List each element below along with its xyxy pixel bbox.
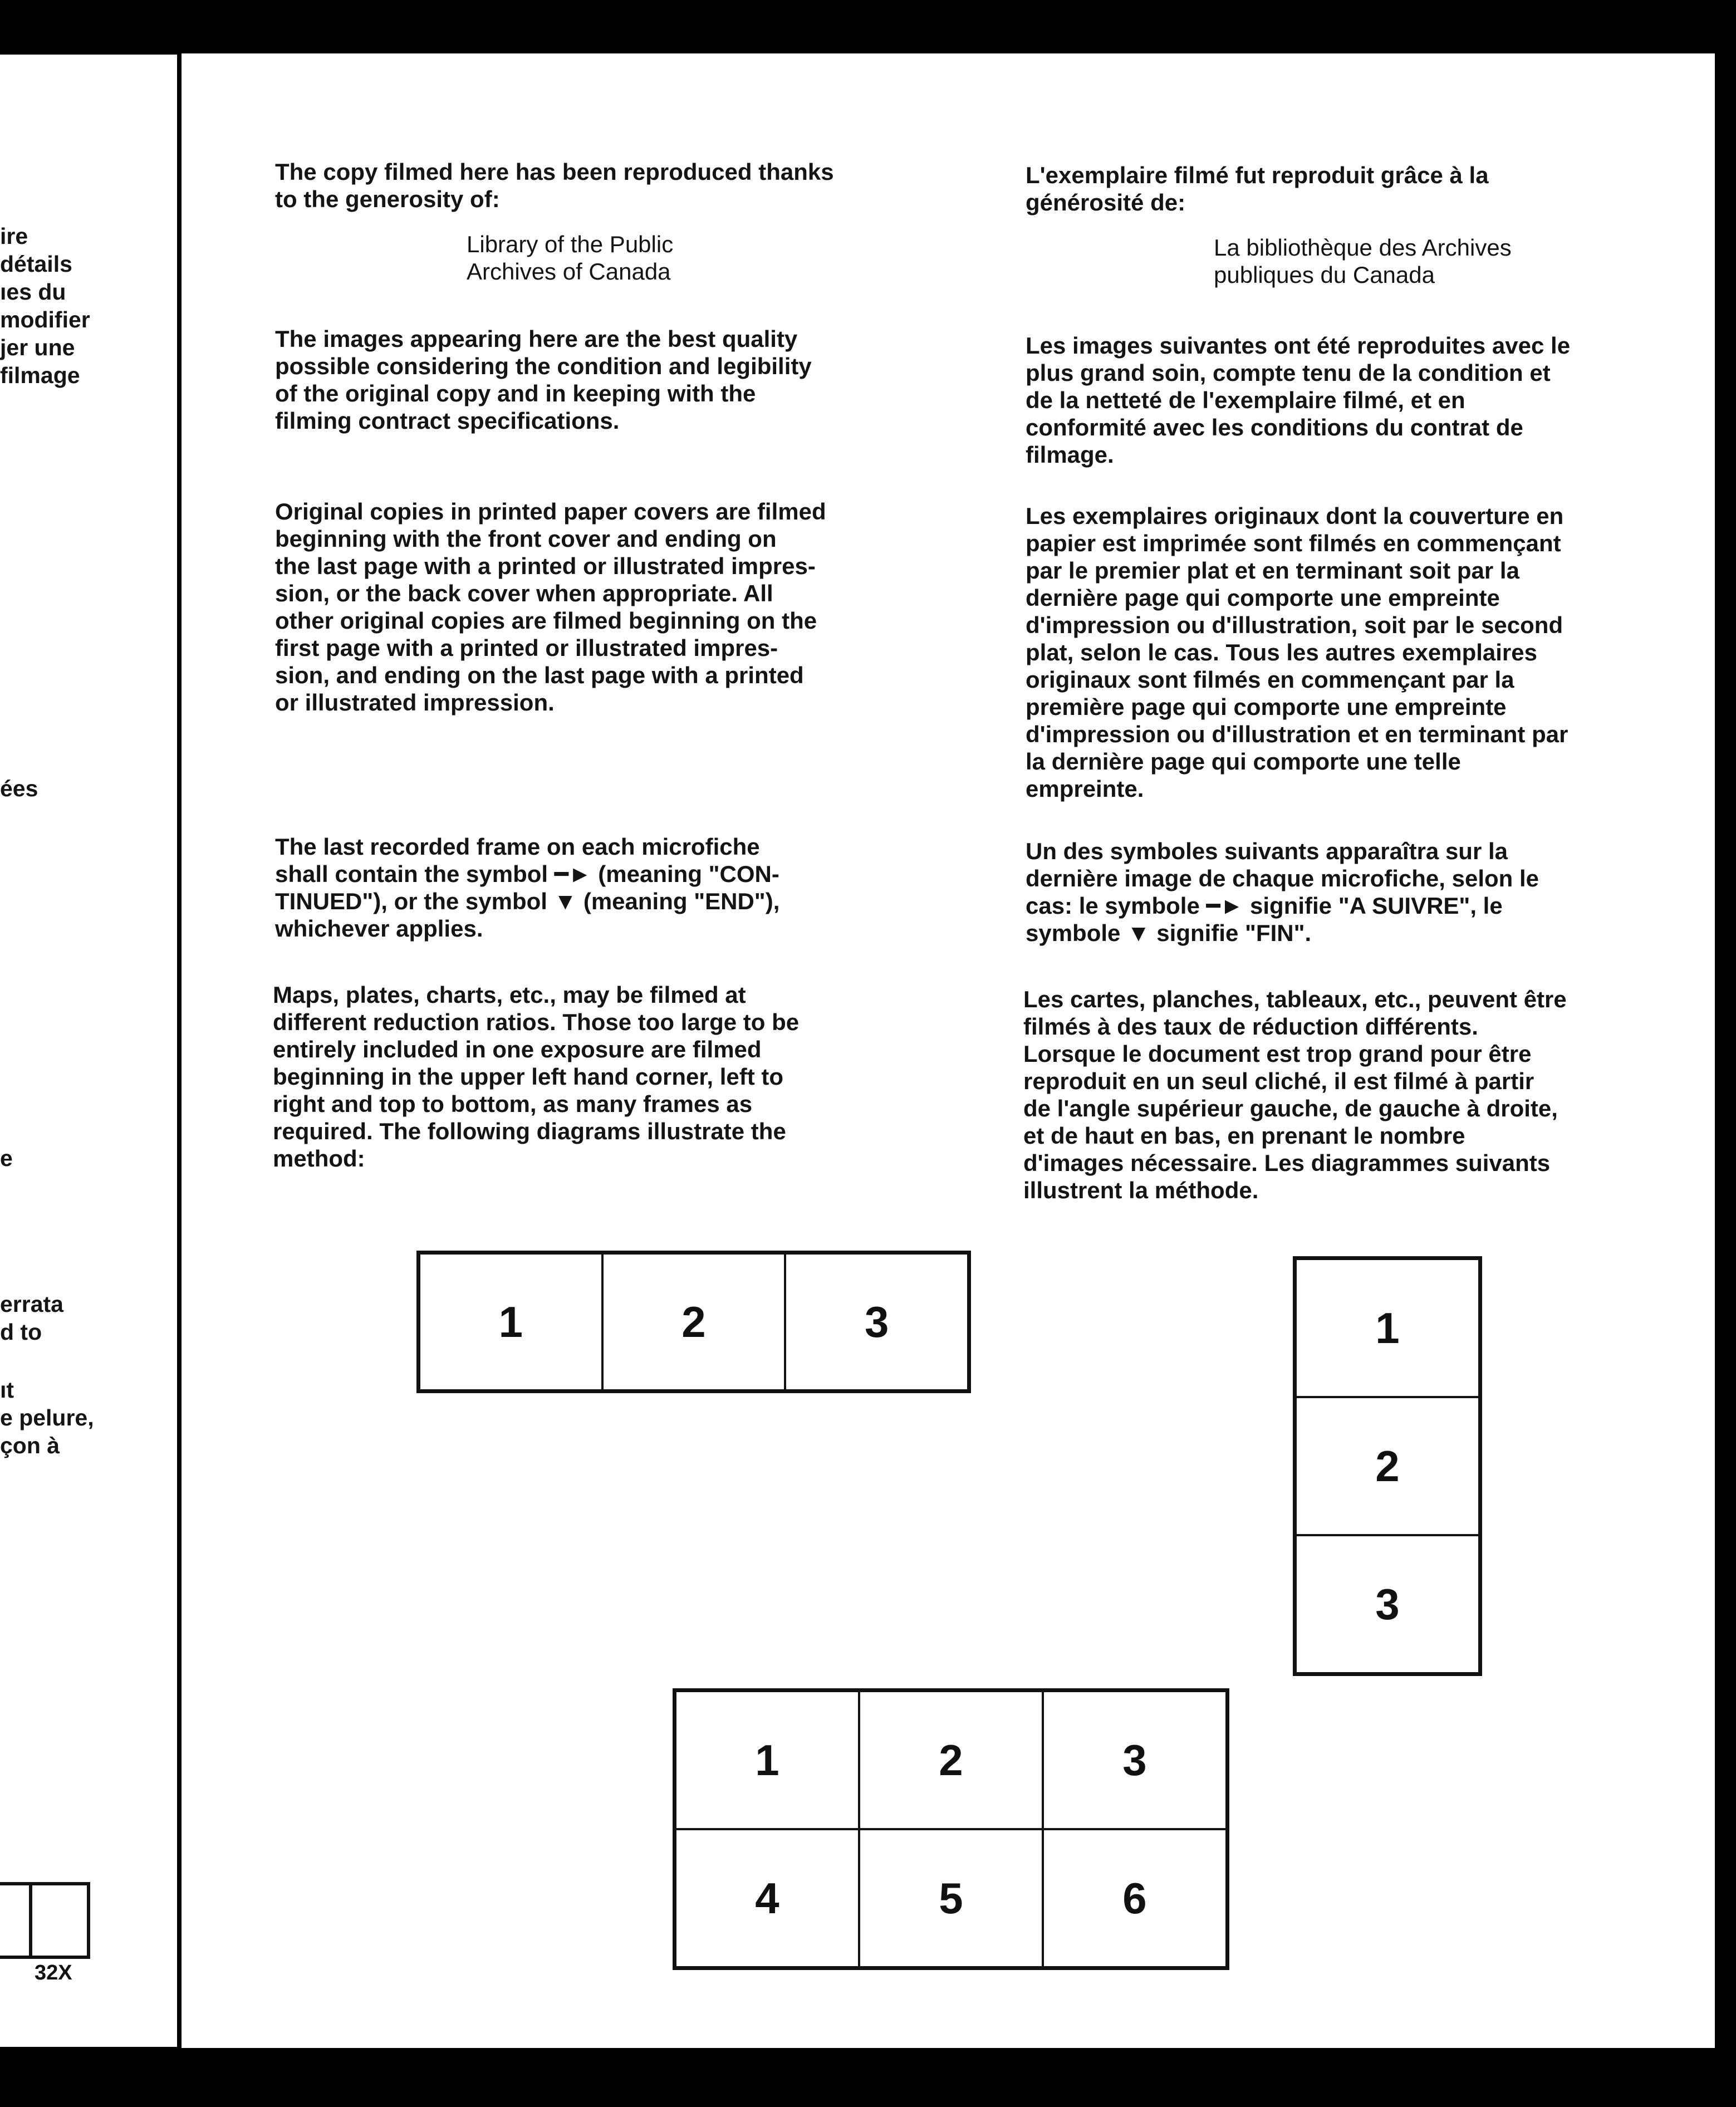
english-quality-paragraph: The images appearing here are the best quality possible considering the condition and legibility of the original copy and in keeping with the filming contract specifications. bbox=[275, 326, 812, 434]
french-maps-paragraph: Les cartes, planches, tableaux, etc., peuvent être filmés à des taux de réduction différents. Lorsque le document est trop grand pour être reproduit en un seul cliché, il est filmé à partir de l'angle supérieur gauche, de gauche à droite, et de haut en bas, en prenant le nombre d'images nécessaire. Les diagrammes suivants illustrent la méthode. bbox=[1023, 986, 1567, 1203]
vertical-frame-diagram bbox=[1293, 1256, 1482, 1676]
strip-fragment: çon à bbox=[0, 1433, 60, 1458]
english-maps-paragraph: Maps, plates, charts, etc., may be filmed at different reduction ratios. Those too large to be entirely included in one exposure are filmed beginning in the upper left hand corner, left to right and top to bottom, as many frames as required. The following diagrams illustrate the method: bbox=[273, 982, 800, 1172]
frame-cell: 1 bbox=[419, 1253, 602, 1390]
frame-cell: 2 bbox=[602, 1253, 786, 1390]
strip-fragment: ées bbox=[0, 776, 38, 801]
english-symbols-paragraph: The last recorded frame on each microfiche shall contain the symbol ━► (meaning "CON- TINUED"), or the symbol ▼ (meaning "END"), whichever applies. bbox=[275, 834, 780, 942]
strip-fragment: jer une bbox=[0, 335, 75, 360]
grid-frame-diagram bbox=[673, 1688, 1229, 1970]
strip-fragment: e pelure, bbox=[0, 1405, 94, 1430]
strip-fragment: détails bbox=[0, 251, 72, 277]
frame-cell: 2 bbox=[859, 1691, 1043, 1829]
strip-fragment: ıes du bbox=[0, 279, 66, 305]
frame-cell: 5 bbox=[859, 1829, 1043, 1967]
strip-fragment: d to bbox=[0, 1319, 42, 1345]
french-symbols-paragraph: Un des symboles suivants apparaîtra sur la dernière image de chaque microfiche, selon le cas: le symbole ━► signifie "A SUIVRE", le symbole ▼ signifie "FIN". bbox=[1026, 838, 1539, 946]
english-originals-paragraph: Original copies in printed paper covers are filmed beginning with the front cover and ending on the last page with a printed or illustrated impres- sion, or the back cover when appropriate. All other original copies are filmed beginning on the first page with a printed or illustrated impres- sion, and ending on the last page with a printed or illustrated impression. bbox=[275, 498, 826, 716]
strip-fragment: modifier bbox=[0, 307, 90, 332]
strip-fragment: ıt bbox=[0, 1377, 14, 1403]
french-credit-intro: L'exemplaire filmé fut reproduit grâce à la générosité de: bbox=[1026, 162, 1489, 215]
frame-cell: 3 bbox=[1043, 1691, 1227, 1829]
french-credit-name: La bibliothèque des Archives publiques du Canada bbox=[1214, 234, 1512, 288]
frame-cell: 2 bbox=[1296, 1397, 1479, 1535]
french-quality-paragraph: Les images suivantes ont été reproduites avec le plus grand soin, compte tenu de la condition et de la netteté de l'exemplaire filmé, et en conformité avec les conditions du contrat de filmage. bbox=[1026, 332, 1571, 468]
frame-cell: 1 bbox=[675, 1691, 859, 1829]
strip-fragment: filmage bbox=[0, 362, 80, 388]
frame-cell: 1 bbox=[1296, 1259, 1479, 1397]
strip-fragment: errata bbox=[0, 1291, 63, 1317]
resolution-label: 32X bbox=[35, 1961, 72, 1984]
horizontal-frame-diagram bbox=[416, 1251, 971, 1393]
frame-cell: 3 bbox=[785, 1253, 968, 1390]
frame-cell: 3 bbox=[1296, 1535, 1479, 1673]
english-credit-name: Library of the Public Archives of Canada bbox=[467, 231, 674, 285]
resolution-target-box bbox=[0, 1882, 33, 1959]
french-originals-paragraph: Les exemplaires originaux dont la couverture en papier est imprimée sont filmés en commençant par le premier plat et en terminant soit par la dernière page qui comporte une empreinte d'impression ou d'illustration, soit par le second plat, selon le cas. Tous les autres exemplaires originaux sont filmés en commençant par la première page qui comporte une empreinte d'impression ou d'illustration et en terminant par la dernière page qui comporte une telle empreinte. bbox=[1026, 503, 1568, 802]
frame-cell: 4 bbox=[675, 1829, 859, 1967]
previous-page-strip bbox=[0, 55, 177, 2047]
frame-cell: 6 bbox=[1043, 1829, 1227, 1967]
strip-fragment: e bbox=[0, 1145, 13, 1171]
resolution-target-box bbox=[29, 1882, 90, 1959]
strip-fragment: ire bbox=[0, 223, 28, 249]
english-credit-intro: The copy filmed here has been reproduced thanks to the generosity of: bbox=[275, 159, 834, 212]
